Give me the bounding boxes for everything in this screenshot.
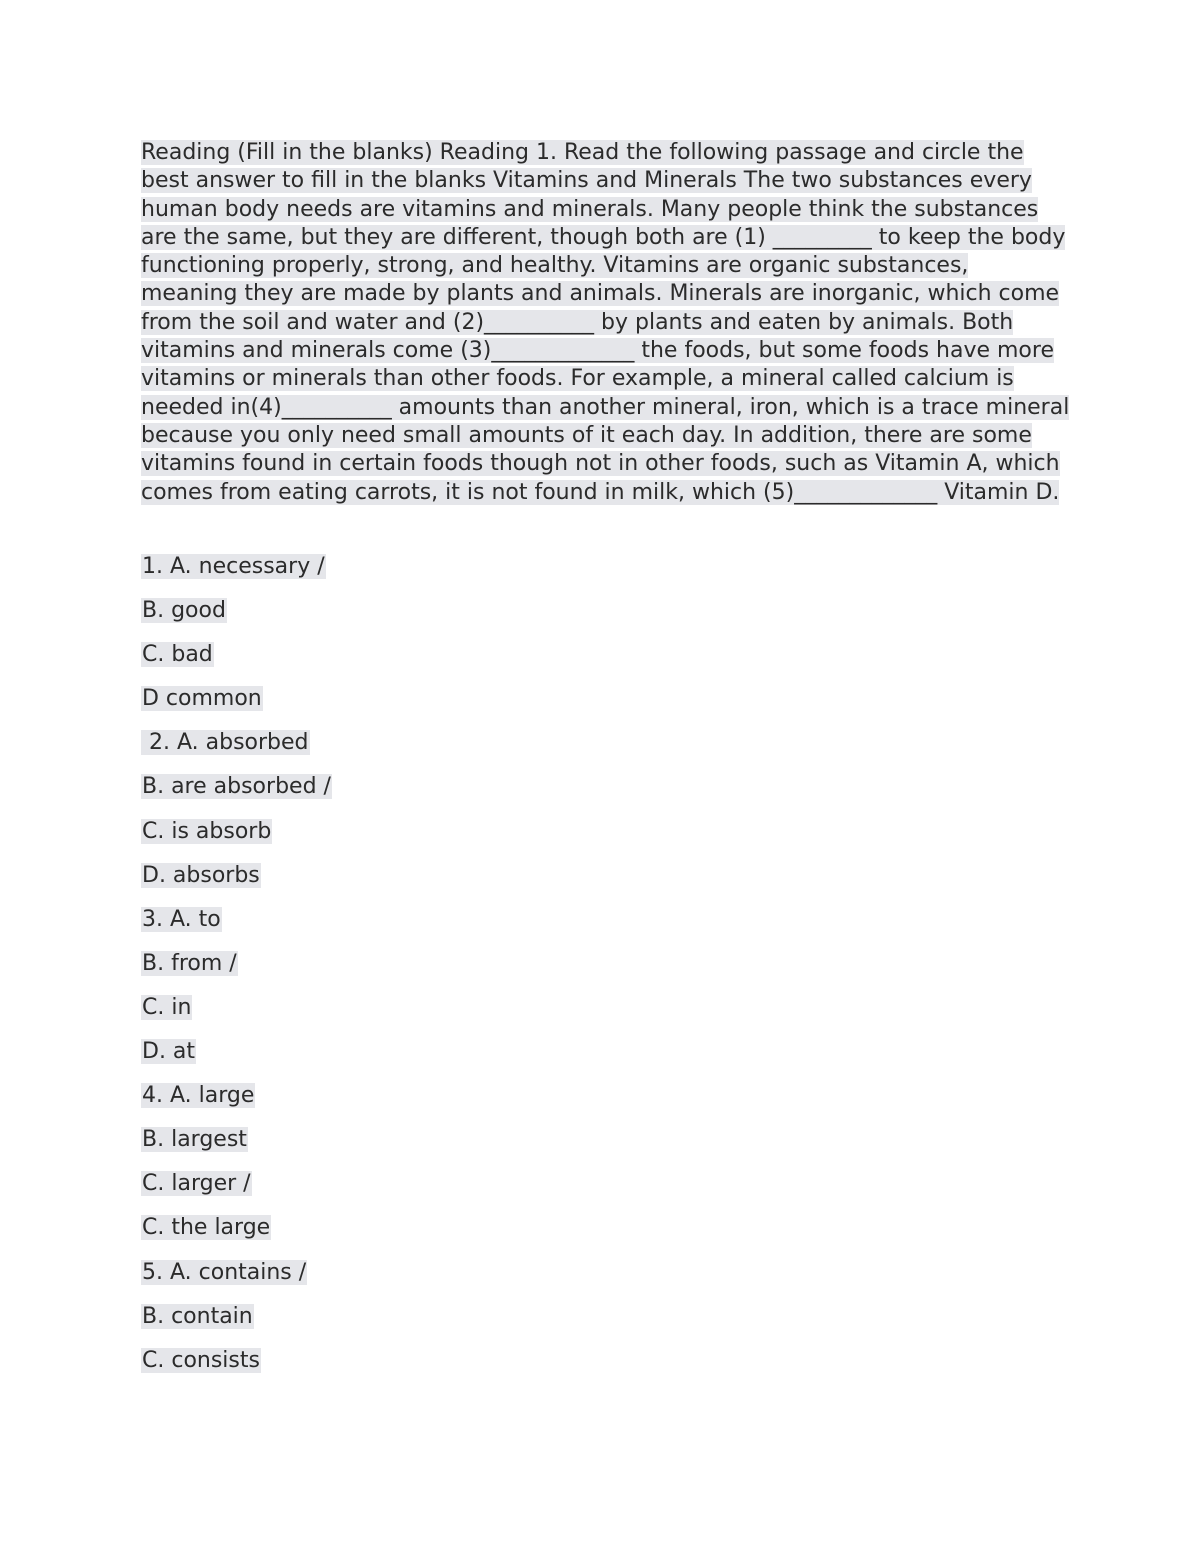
answer-option: B. from / (142, 950, 237, 976)
answer-option: C. the large (142, 1215, 271, 1241)
answer-option: 4. A. large (142, 1083, 255, 1109)
answer-option: 3. A. to (142, 906, 221, 932)
answer-option: 1. A. necessary / (142, 554, 325, 579)
answer-option: C. in (142, 994, 192, 1020)
answer-option: D. at (142, 1039, 196, 1065)
answer-option: 5. A. contains / (142, 1259, 307, 1285)
answer-option: 2. A. absorbed (142, 730, 309, 756)
answer-option: B. good (142, 598, 226, 624)
passage-text: Reading (Fill in the blanks) Reading 1. Read the following passage and circle the best answer to fill in the blanks Vitamins and Minerals The two substances every human body needs are vitamins and minerals. Many people think the substances are the same, but they are different, though both are (1) _________ to keep the body functioning properly, strong, and healthy. Vitamins are organic substances, meaning they are made by plants and animals. Minerals are inorganic, which come from the soil and water and (2)__________ by plants and eaten by animals. Both vitamins and minerals come (3)_____________ the foods, but some foods have more vitamins or minerals than other foods. For example, a mineral called calcium is needed in(4)__________ amounts than another mineral, iron, which is a trace mineral because you only need small amounts of it each day. In addition, there are some vitamins found in certain foods though not in other foods, such as Vitamin A, which comes from eating carrots, it is not found in milk, which (5)_____________ Vitamin D. (141, 140, 1070, 505)
answer-option: D. absorbs (142, 862, 260, 888)
answer-options-list (141, 552, 332, 1390)
answer-option: B. are absorbed / (142, 774, 331, 800)
answer-option: D common (142, 686, 262, 712)
answer-option: C. consists (142, 1347, 260, 1373)
reading-passage (141, 139, 1071, 507)
answer-option: C. is absorb (142, 818, 272, 844)
answer-option: B. contain (142, 1303, 253, 1329)
answer-option: B. largest (142, 1127, 247, 1153)
answer-option: C. bad (142, 642, 213, 668)
answer-option: C. larger / (142, 1171, 251, 1197)
